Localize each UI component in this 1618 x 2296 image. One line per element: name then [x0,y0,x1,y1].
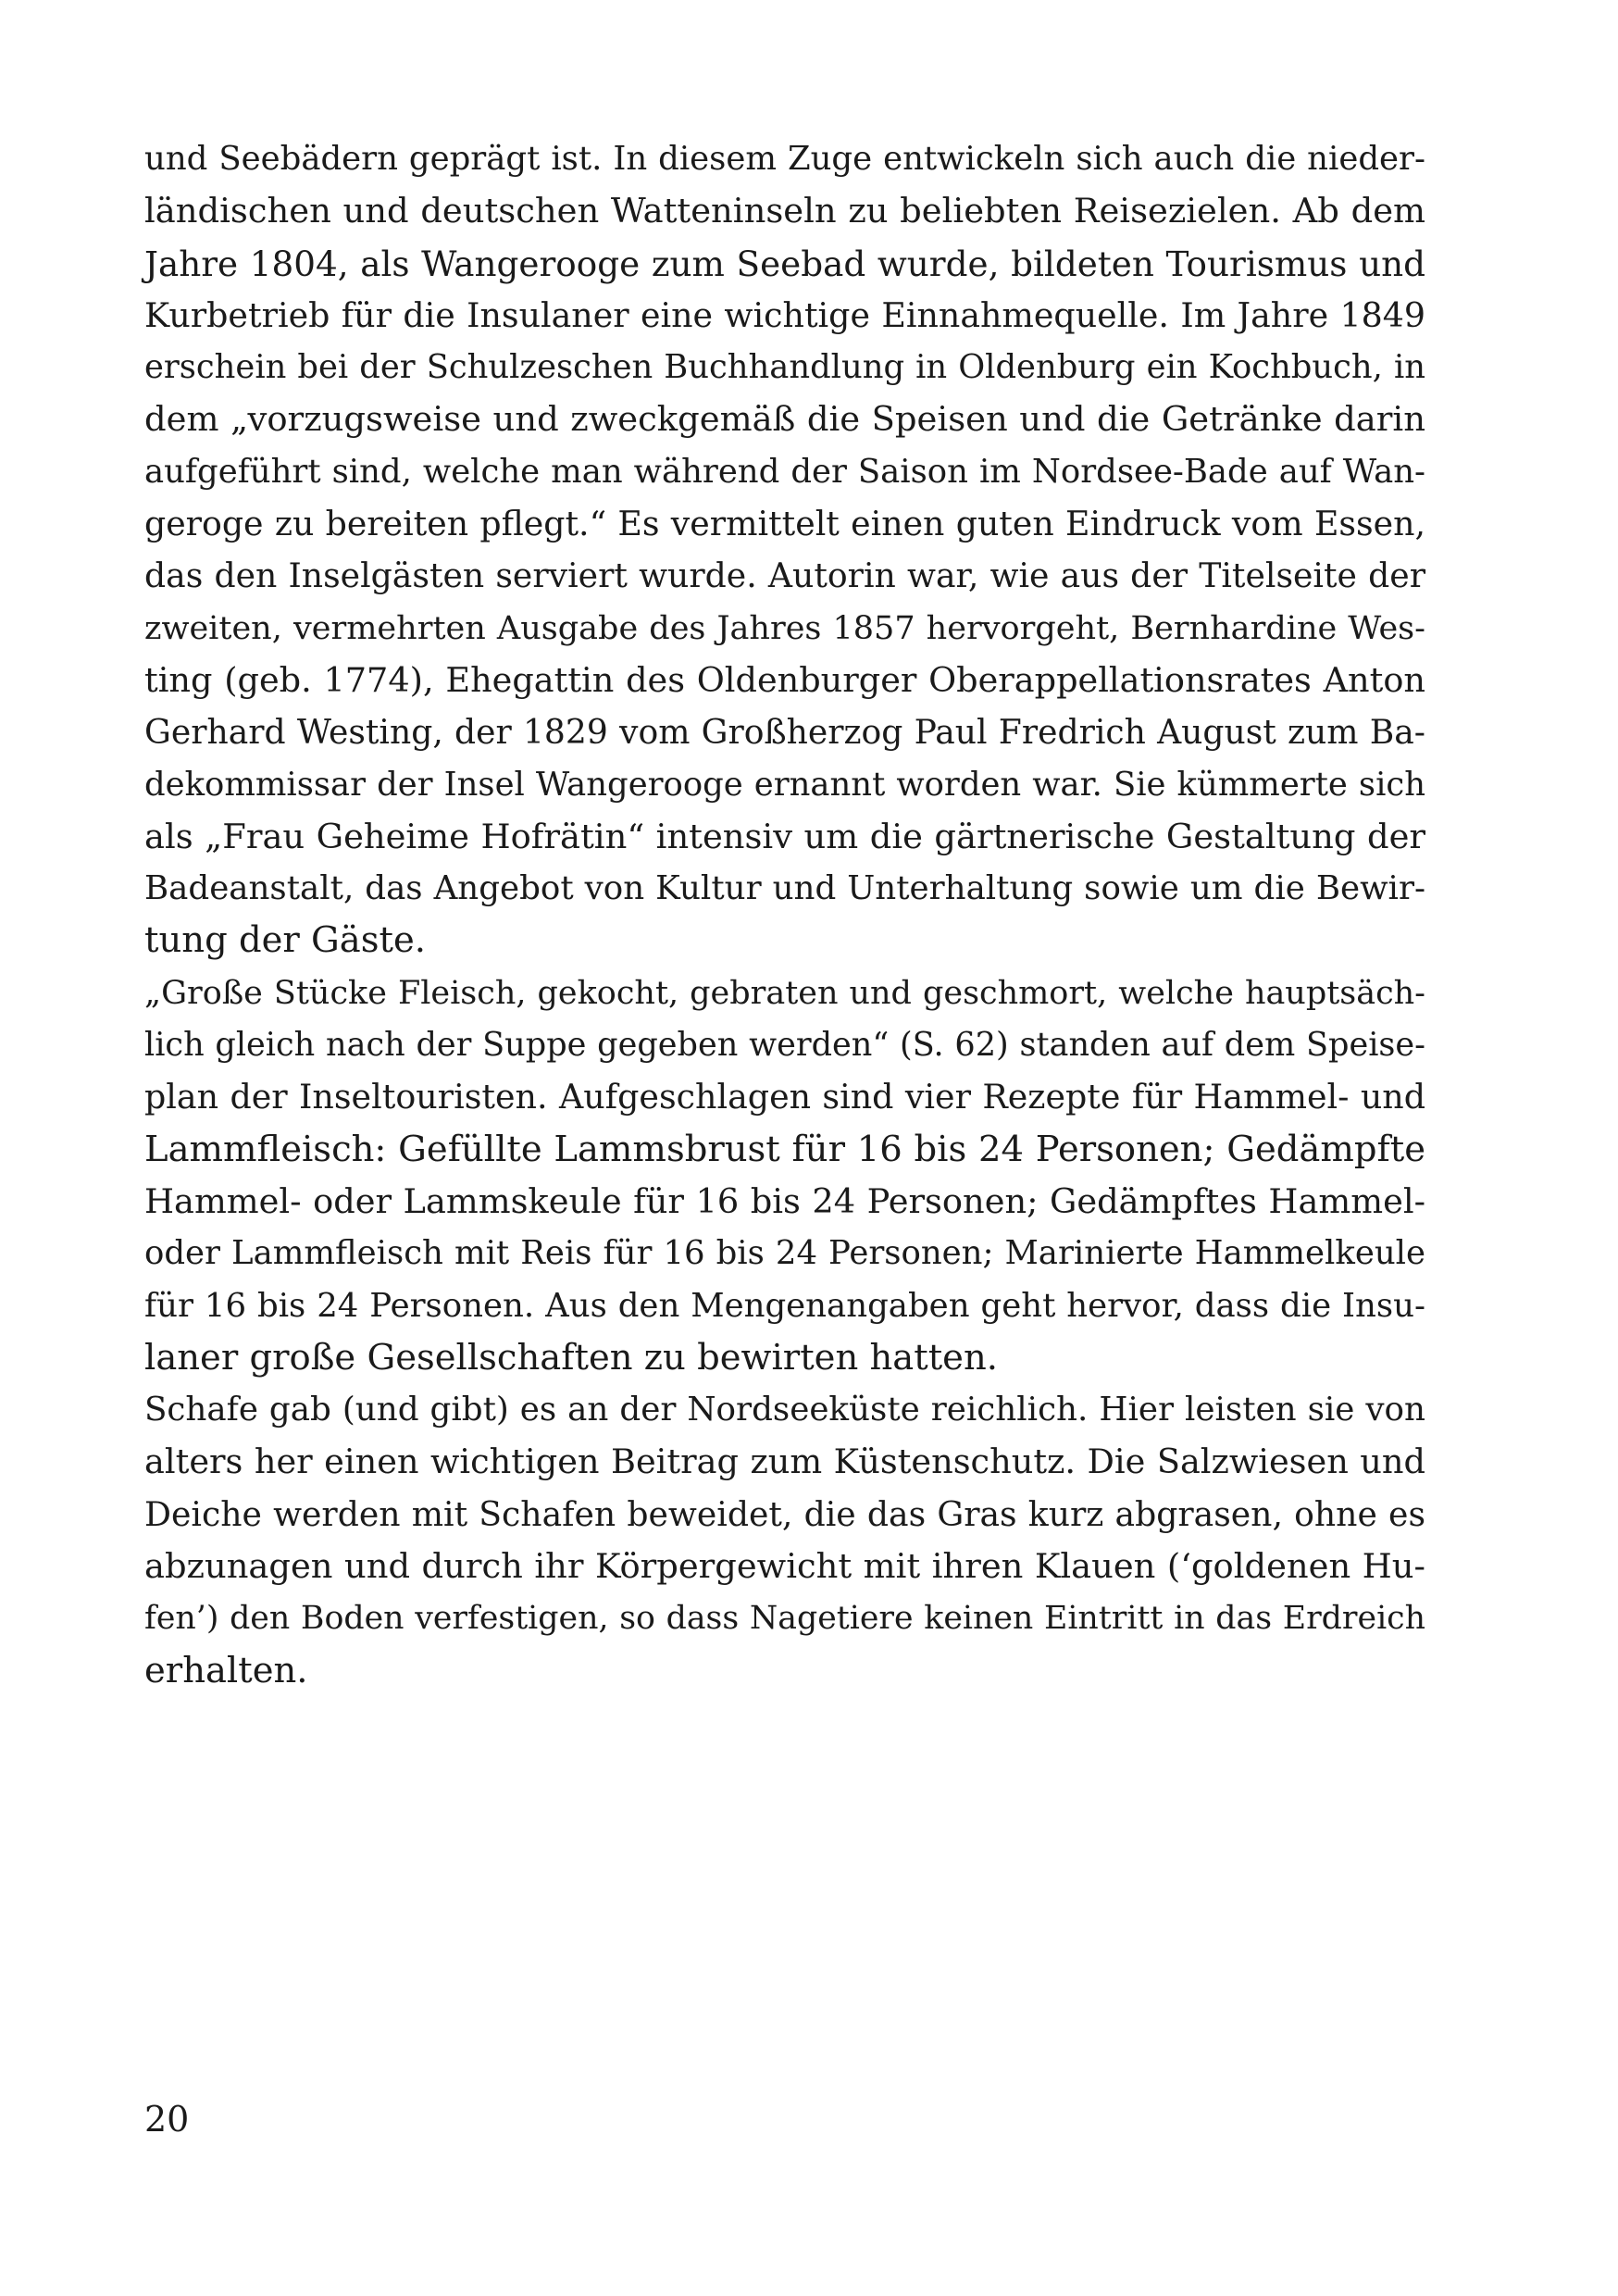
text-line: fen’) den Boden verfestigen, so dass Nagetiere keinen Eintritt in das Erdreich [144,1600,1425,1638]
text-line: Badeanstalt, das Angebot von Kultur und Unterhaltung sowie um die Bewir- [144,869,1425,908]
text-line: Lammfleisch: Gefüllte Lammsbrust für 16 bis 24 Personen; Gedämpfte [144,1128,1425,1170]
text-line: tung der Gäste. [144,919,426,962]
text-line: Gerhard Westing, der 1829 vom Großherzog Paul Fredrich August zum Ba- [144,712,1425,753]
body-text [144,133,1425,1697]
text-line: für 16 bis 24 Personen. Aus den Mengenangaben geht hervor, dass die Insu- [144,1286,1425,1325]
text-line: Jahre 1804, als Wangerooge zum Seebad wurde, bildeten Tourismus und [144,243,1425,284]
text-line: dekommissar der Insel Wangerooge ernannt worden war. Sie kümmerte sich [144,765,1425,804]
text-line: zweiten, vermehrten Ausgabe des Jahres 1857 hervorgeht, Bernhardine Wes- [144,608,1425,647]
text-line: und Seebädern geprägt ist. In diesem Zuge entwickeln sich auch die nieder- [144,140,1425,178]
paragraph-1 [144,133,1425,967]
text-line: erschein bei der Schulzeschen Buchhandlung in Oldenburg ein Kochbuch, in [144,348,1425,387]
text-line: „Große Stücke Fleisch, gekocht, gebraten und geschmort, welche hauptsäch- [144,974,1425,1012]
text-line: laner große Gesellschaften zu bewirten hatten. [144,1336,998,1379]
text-line: Schafe gab (und gibt) es an der Nordseeküste reichlich. Hier leisten sie von [144,1391,1425,1429]
text-line: dem „vorzugsweise und zweckgemäß die Speisen und die Getränke darin [144,399,1425,440]
text-line: Kurbetrieb für die Insulaner eine wichtige Einnahmequelle. Im Jahre 1849 [144,294,1425,335]
text-line: oder Lammfleisch mit Reis für 16 bis 24 Personen; Marinierte Hammelkeule [144,1234,1425,1273]
text-line: alters her einen wichtigen Beitrag zum Küstenschutz. Die Salzwiesen und [144,1441,1425,1482]
text-line: Hammel- oder Lammskeule für 16 bis 24 Personen; Gedämpftes Hammel- [144,1180,1425,1221]
text-line: das den Inselgästen serviert wurde. Autorin war, wie aus der Titelseite der [144,555,1425,596]
page-number: 20 [144,2099,190,2140]
text-line: geroge zu bereiten pflegt.“ Es vermittelt einen guten Eindruck vom Essen, [144,504,1425,544]
text-line: plan der Inseltouristen. Aufgeschlagen sind vier Rezepte für Hammel- und [144,1077,1425,1117]
text-line: Deiche werden mit Schafen beweidet, die das Gras kurz abgrasen, ohne es [144,1493,1425,1534]
text-line: lich gleich nach der Suppe gegeben werden“ (S. 62) standen auf dem Speise- [144,1026,1425,1065]
text-line: als „Frau Geheime Hofrätin“ intensiv um die gärtnerische Gestaltung der [144,816,1425,856]
paragraph-3 [144,1384,1425,1697]
text-line: ting (geb. 1774), Ehegattin des Oldenburger Oberappellationsrates Anton [144,659,1425,700]
text-line: aufgeführt sind, welche man während der Saison im Nordsee-Bade auf Wan- [144,452,1425,491]
text-line: ländischen und deutschen Watteninseln zu beliebten Reisezielen. Ab dem [144,191,1425,231]
text-line: abzunagen und durch ihr Körpergewicht mit ihren Klauen (‘goldenen Hu- [144,1546,1425,1587]
text-line: erhalten. [144,1649,308,1691]
paragraph-2 [144,967,1425,1384]
